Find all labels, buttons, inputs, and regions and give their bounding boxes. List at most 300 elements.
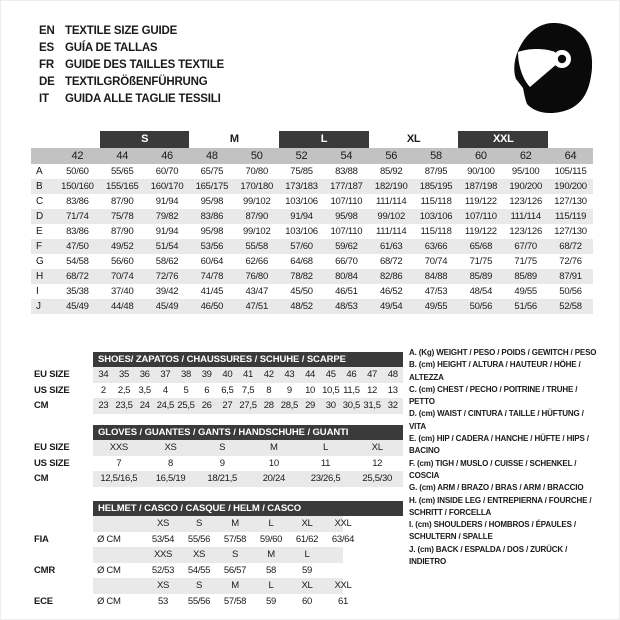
row-key: C	[36, 196, 43, 207]
numeric-size: 54	[324, 148, 369, 164]
shoes-row-label: US SIZE	[34, 384, 70, 396]
measurement-value: 107/110	[458, 209, 503, 224]
numeric-size: 42	[55, 148, 100, 164]
shoes-size-cell: 27	[222, 400, 233, 411]
row-key: J	[31, 299, 55, 314]
shoes-size-cell: 2	[100, 384, 106, 396]
letter-size-s: S	[100, 131, 190, 148]
shoes-size-cell: 23	[98, 400, 109, 411]
shoes-size-cell: 25,5	[177, 400, 195, 411]
helmet-letter-size: XS	[156, 580, 170, 591]
gloves-row-label: US SIZE	[34, 457, 70, 469]
shoes-size-cell: 34	[98, 369, 109, 380]
legend-item: H. (cm) INSIDE LEG / ENTREPIERNA / FOURCHE / SCHRITT / FORCELLA	[409, 495, 592, 517]
measurement-value: 107/110	[330, 226, 363, 237]
helmet-value-row	[93, 532, 403, 548]
measurement-value: 85/92	[379, 166, 403, 177]
measurement-value: 90/100	[467, 166, 495, 177]
header-spacer	[31, 425, 93, 440]
measurement-value: 55/65	[110, 166, 134, 177]
measurement-value: 165/175	[189, 179, 234, 194]
helmet-letter-size-row	[93, 578, 403, 594]
measurement-value: 95/98	[200, 226, 224, 237]
numeric-size: 52	[279, 148, 324, 164]
gloves-size-cell: L	[323, 442, 329, 453]
shoes-table	[93, 352, 403, 414]
measurement-value: 123/126	[509, 196, 542, 207]
shoes-size-cell: 27,5	[239, 400, 257, 411]
letter-size-blank	[548, 131, 593, 148]
measurement-value: 82/86	[369, 269, 414, 284]
language-code: IT	[39, 92, 49, 105]
measurement-value: 87/90	[110, 196, 134, 207]
measurement-value: 50/60	[66, 166, 89, 177]
measurement-row-j	[31, 299, 593, 314]
shoes-size-cell: 12	[367, 384, 378, 396]
measurement-value: 119/122	[464, 226, 497, 237]
measurement-value: 59/62	[324, 239, 369, 254]
shoes-section-title: SHOES/ ZAPATOS / CHAUSSURES / SCHUHE / SCARPE	[93, 352, 403, 367]
helmet-size-value: 60	[302, 595, 312, 607]
diameter-unit-label: Ø CM	[97, 595, 121, 607]
letter-size-m: M	[229, 133, 239, 145]
language-title: TEXTILGRÖßENFÜHRUNG	[65, 75, 208, 88]
legend-item: D. (cm) WAIST / CINTURA / TAILLE / HÜFTUNG / VITA	[409, 409, 584, 431]
measurement-value: 76/80	[234, 269, 279, 284]
legend-item: B. (cm) HEIGHT / ALTURA / HAUTEUR / HÖHE / ALTEZZA	[409, 360, 581, 382]
language-title: TEXTILE SIZE GUIDE	[65, 24, 178, 37]
measurement-value: 51/54	[145, 239, 190, 254]
shoes-size-cell: 43	[284, 369, 295, 380]
measurement-value: 48/53	[324, 299, 369, 314]
helmet-size-value: 55/56	[187, 595, 211, 607]
measurement-value: 185/195	[414, 179, 459, 194]
letter-size-xxl: XXL	[458, 131, 548, 148]
gloves-size-row	[93, 440, 403, 456]
shoes-size-cell: 9	[286, 384, 292, 396]
language-code: FR	[39, 58, 54, 71]
shoes-row-label: EU SIZE	[34, 369, 70, 380]
gloves-size-row	[93, 456, 403, 472]
helmet-letter-size: L	[268, 518, 274, 529]
letter-size-blank	[55, 131, 100, 148]
measurement-value: 99/102	[242, 196, 271, 207]
shoes-size-cell: 36	[139, 369, 150, 380]
shoes-size-cell: 24	[139, 400, 150, 411]
letter-size-band-row	[31, 131, 593, 148]
helmet-letter-size: XXL	[334, 580, 352, 591]
measurement-value: 41/45	[200, 286, 224, 297]
shoes-size-cell: 11,5	[343, 384, 360, 396]
gloves-size-cell: XXS	[109, 442, 128, 453]
helmet-letter-size: XS	[192, 549, 206, 560]
language-code: DE	[39, 75, 55, 88]
helmet-size-value: 52/53	[151, 564, 175, 576]
helmet-letter-size: XXL	[334, 518, 352, 529]
language-title: GUIDA ALLE TAGLIE TESSILI	[65, 92, 221, 105]
measurement-value: 74/78	[189, 269, 234, 284]
measurement-value: 123/126	[509, 226, 542, 237]
row-key: A	[36, 166, 43, 177]
standard-label-fia: FIA	[34, 533, 49, 545]
helmet-letter-size: S	[231, 549, 239, 560]
measurement-value: 83/86	[66, 196, 89, 207]
measurement-value: 65/75	[200, 166, 224, 177]
measurement-value: 53/56	[189, 239, 234, 254]
standard-label-ece: ECE	[34, 595, 53, 607]
row-key: B	[31, 179, 55, 194]
measurement-value: 65/68	[458, 239, 503, 254]
gloves-size-cell: 7	[116, 457, 122, 469]
measurement-value: 60/70	[155, 166, 179, 177]
measurement-value: 160/170	[145, 179, 190, 194]
helmet-letter-size: XXS	[153, 549, 173, 560]
measurement-value: 111/114	[375, 196, 407, 207]
standard-label-cmr: CMR	[34, 564, 56, 576]
gloves-size-cell: 12,5/16,5	[100, 473, 138, 484]
gloves-size-cell: 11	[320, 457, 331, 469]
measurement-value: 55/58	[234, 239, 279, 254]
numeric-size: 62	[503, 148, 548, 164]
measurement-value: 50/56	[458, 299, 503, 314]
numeric-size: 48	[189, 148, 234, 164]
numeric-size-spacer	[31, 148, 55, 164]
band-spacer-cell	[31, 131, 55, 148]
shoes-size-cell: 47	[367, 369, 378, 380]
helmet-size-value: 58	[266, 564, 276, 576]
measurement-value: 95/98	[200, 196, 224, 207]
shoes-size-row	[93, 383, 403, 399]
measurement-value: 91/94	[155, 196, 179, 207]
measurement-value: 155/165	[100, 179, 145, 194]
standard-label-blank	[31, 547, 93, 563]
helmet-size-value: 59	[302, 564, 312, 576]
gloves-size-cell: 10	[268, 457, 279, 469]
measurement-value: 46/51	[335, 286, 358, 297]
measurement-value: 75/85	[290, 166, 313, 177]
numeric-size-row	[31, 148, 593, 164]
legend-item: I. (cm) SHOULDERS / HOMBROS / ÉPAULES / SCHULTERN / SPALLE	[409, 520, 576, 542]
measurement-value: 43/47	[245, 286, 268, 297]
measurement-value: 99/102	[369, 209, 414, 224]
shoes-size-cell: 46	[346, 369, 357, 380]
helmet-size-value: 53	[158, 595, 168, 607]
language-row	[39, 56, 224, 73]
shoes-size-cell: 32	[387, 400, 398, 411]
measurement-value: 45/49	[145, 299, 190, 314]
measurement-value: 70/74	[424, 256, 448, 267]
gloves-size-cell: 9	[219, 457, 225, 469]
shoes-size-cell: 2,5	[117, 384, 131, 396]
measurement-value: 111/114	[375, 226, 407, 237]
measurement-value: 103/106	[414, 209, 459, 224]
gloves-row-label: CM	[34, 473, 49, 484]
shoes-size-cell: 39	[201, 369, 212, 380]
numeric-size: 60	[458, 148, 503, 164]
measurement-value: 48/54	[469, 286, 493, 297]
measurement-value: 173/183	[279, 179, 324, 194]
diameter-unit-label: Ø CM	[97, 564, 121, 576]
helmet-letter-size: XS	[156, 518, 170, 529]
row-key: I	[36, 286, 39, 297]
shoes-size-cell: 37	[160, 369, 171, 380]
measurement-value: 60/64	[200, 256, 224, 267]
measurement-value: 127/130	[554, 196, 587, 207]
measurement-value: 119/122	[464, 196, 497, 207]
shoes-size-cell: 31,5	[363, 400, 381, 411]
measurement-value: 87/91	[548, 269, 593, 284]
shoes-size-cell: 44	[305, 369, 316, 380]
shoes-size-cell: 6	[204, 384, 210, 396]
gloves-size-cell: M	[270, 442, 278, 453]
measurement-value: 37/40	[110, 286, 134, 297]
shoes-size-cell: 48	[387, 369, 398, 380]
apparel-size-table	[31, 131, 593, 314]
unit-spacer	[93, 547, 145, 563]
measurement-value: 57/60	[279, 239, 324, 254]
measurement-value: 177/187	[324, 179, 369, 194]
legend-item: G. (cm) ARM / BRAZO / BRAS / ARM / BRACCIO	[409, 483, 584, 493]
shoes-size-cell: 5	[183, 384, 189, 396]
measurement-value: 80/84	[324, 269, 369, 284]
measurement-value: 35/38	[66, 286, 89, 297]
measurement-value: 127/130	[554, 226, 587, 237]
measurement-value: 39/42	[155, 286, 179, 297]
shoes-size-row	[93, 367, 403, 383]
language-row	[39, 39, 224, 56]
measurement-row-i	[31, 284, 593, 299]
shoes-size-cell: 10	[305, 384, 316, 396]
legend-item: F. (cm) TIGH / MUSLO / CUISSE / SCHENKEL / COSCIA	[409, 458, 577, 480]
measurement-value: 83/86	[66, 226, 89, 237]
shoes-size-cell: 30,5	[342, 400, 361, 411]
letter-size-xl: XL	[406, 133, 421, 145]
measurement-value: 49/54	[369, 299, 414, 314]
shoes-size-cell: 28	[263, 400, 274, 411]
measurement-value: 44/48	[100, 299, 145, 314]
language-code: ES	[39, 41, 54, 54]
numeric-size: 46	[145, 148, 190, 164]
shoes-section	[31, 352, 403, 414]
helmet-size-value: 53/54	[151, 533, 175, 545]
measurement-value: 50/56	[559, 286, 582, 297]
measurement-value: 111/114	[503, 209, 548, 224]
shoes-size-cell: 40	[222, 369, 233, 380]
unit-spacer	[93, 516, 145, 532]
helmet-size-value: 57/58	[223, 595, 247, 607]
measurement-value: 45/49	[55, 299, 100, 314]
measurement-value: 85/89	[458, 269, 503, 284]
gloves-size-cell: XL	[371, 442, 383, 453]
measurement-row-c	[31, 194, 593, 209]
measurement-value: 105/115	[554, 166, 587, 177]
helmet-value-row	[93, 563, 403, 579]
measurement-row-h	[31, 269, 593, 284]
shoes-size-cell: 30	[325, 400, 336, 411]
shoes-size-cell: 8	[266, 384, 272, 396]
measurement-value: 47/53	[424, 286, 448, 297]
helmet-size-value: 61/62	[295, 533, 319, 545]
gloves-size-cell: 23/26,5	[310, 473, 341, 484]
measurement-value: 71/75	[514, 256, 537, 267]
measurement-value: 58/62	[155, 256, 179, 267]
shoes-size-cell: 38	[181, 369, 191, 380]
gloves-size-cell: 16,5/19	[155, 473, 186, 484]
measurement-value: 71/74	[55, 209, 100, 224]
helmet-letter-size: S	[195, 580, 203, 591]
measurement-value: 190/200	[503, 179, 548, 194]
measurement-value: 61/63	[369, 239, 414, 254]
letter-size-l: L	[279, 131, 369, 148]
measurement-value: 95/98	[324, 209, 369, 224]
measurement-value: 115/118	[420, 196, 452, 207]
helmet-letter-size	[325, 547, 361, 563]
gloves-row-label: EU SIZE	[34, 442, 70, 453]
measurement-value: 87/95	[424, 166, 448, 177]
helmet-size-value: 55/56	[187, 533, 211, 545]
language-row	[39, 90, 224, 107]
helmet-icon	[497, 17, 601, 121]
row-key: G	[36, 256, 44, 267]
measurement-value: 83/88	[335, 166, 358, 177]
legend-item: A. (Kg) WEIGHT / PESO / POIDS / GEWITCH / PESO	[409, 348, 597, 357]
shoes-row-label: CM	[34, 400, 49, 411]
measurement-value: 115/119	[548, 209, 593, 224]
helmet-size-value: 54/55	[187, 564, 211, 576]
measurement-value: 70/80	[245, 166, 268, 177]
measurement-value: 78/82	[279, 269, 324, 284]
helmet-table	[93, 501, 403, 609]
measurement-value: 99/102	[242, 226, 271, 237]
numeric-size: 44	[100, 148, 145, 164]
measurement-row-f	[31, 239, 593, 254]
gloves-size-cell: 12	[372, 457, 383, 469]
measurement-value: 51/56	[503, 299, 548, 314]
header-spacer	[31, 352, 93, 367]
helmet-size-value: 61	[338, 595, 348, 607]
language-title: GUÍA DE TALLAS	[65, 41, 158, 54]
helmet-value-row	[93, 594, 403, 610]
row-key: D	[31, 209, 55, 224]
measurement-value: 68/72	[55, 269, 100, 284]
measurement-value: 115/118	[420, 226, 452, 237]
measurement-value: 91/94	[279, 209, 324, 224]
measurement-value: 70/74	[100, 269, 145, 284]
measurement-value: 103/106	[285, 226, 318, 237]
shoes-size-cell: 23,5	[115, 400, 133, 411]
measurement-value: 170/180	[234, 179, 279, 194]
language-code: EN	[39, 24, 55, 37]
shoes-size-cell: 4	[162, 384, 168, 396]
measurement-value: 64/68	[290, 256, 313, 267]
measurement-value: 49/55	[414, 299, 459, 314]
shoes-size-row	[93, 398, 403, 414]
helmet-letter-size-row	[93, 547, 403, 563]
measurement-value: 72/76	[145, 269, 190, 284]
diameter-unit-label: Ø CM	[97, 533, 121, 545]
language-row	[39, 22, 224, 39]
gloves-size-cell: 18/21,5	[207, 473, 237, 484]
shoes-size-cell: 41	[243, 369, 254, 380]
gloves-section-title: GLOVES / GUANTES / GANTS / HANDSCHUHE / GUANTI	[93, 425, 403, 440]
shoes-size-cell: 26	[201, 400, 212, 411]
helmet-letter-size: M	[231, 580, 239, 591]
measurement-legend	[409, 347, 601, 568]
header-spacer	[31, 501, 93, 516]
gloves-size-cell: 20/24	[262, 473, 285, 484]
unit-spacer	[93, 578, 145, 594]
shoes-size-cell: 13	[387, 384, 398, 396]
measurement-value: 52/58	[548, 299, 593, 314]
helmet-section	[31, 501, 403, 609]
gloves-size-row	[93, 471, 403, 487]
measurement-value: 83/86	[189, 209, 234, 224]
measurement-value: 72/76	[559, 256, 582, 267]
measurement-value: 182/190	[369, 179, 414, 194]
measurement-value: 66/70	[335, 256, 358, 267]
helmet-letter-size-row	[93, 516, 403, 532]
numeric-size: 58	[414, 148, 459, 164]
measurement-value: 71/75	[469, 256, 493, 267]
helmet-size-value: 56/57	[223, 564, 247, 576]
shoes-size-cell: 42	[263, 369, 274, 380]
helmet-section-title: HELMET / CASCO / CASQUE / HELM / CASCO	[93, 501, 403, 516]
measurement-value: 47/51	[234, 299, 279, 314]
measurement-value: 49/55	[514, 286, 537, 297]
measurement-value: 91/94	[155, 226, 179, 237]
measurement-value: 75/78	[100, 209, 145, 224]
helmet-standard-labels	[31, 501, 93, 609]
shoes-size-cell: 35	[119, 369, 129, 380]
helmet-letter-size: XL	[301, 518, 313, 529]
measurement-value: 56/60	[110, 256, 134, 267]
shoes-size-cell: 29	[305, 400, 316, 411]
language-row	[39, 73, 224, 90]
gloves-table	[93, 425, 403, 487]
legend-item: E. (cm) HIP / CADERA / HANCHE / HÜFTE / HIPS / BACINO	[409, 434, 589, 456]
numeric-size: 64	[548, 148, 593, 164]
shoes-size-cell: 45	[325, 369, 336, 380]
measurement-value: 68/72	[548, 239, 593, 254]
measurement-value: 49/52	[100, 239, 145, 254]
helmet-letter-size: M	[267, 549, 275, 560]
helmet-letter-size: XL	[301, 580, 313, 591]
measurement-value: 62/66	[245, 256, 268, 267]
measurement-value: 103/106	[285, 196, 318, 207]
gloves-size-cell: XS	[164, 442, 177, 453]
measurement-value: 54/58	[66, 256, 89, 267]
measurement-value: 48/52	[279, 299, 324, 314]
gloves-section	[31, 425, 403, 487]
measurement-row-d	[31, 209, 593, 224]
measurement-value: 63/66	[414, 239, 459, 254]
measurement-value: 68/72	[379, 256, 403, 267]
measurement-value: 187/198	[458, 179, 503, 194]
helmet-letter-size: S	[195, 518, 203, 529]
measurement-value: 46/50	[189, 299, 234, 314]
gloves-size-cell: S	[219, 442, 226, 453]
measurement-value: 87/90	[110, 226, 134, 237]
shoes-row-labels	[31, 352, 93, 414]
helmet-size-value	[325, 563, 361, 579]
measurement-row-a	[31, 164, 593, 179]
legend-item: J. (cm) BACK / ESPALDA / DOS / ZURÜCK / INDIETRO	[409, 544, 568, 567]
shoes-size-cell: 6,5	[221, 384, 234, 396]
gloves-size-cell: 25,5/30	[362, 473, 392, 484]
measurement-value: 190/200	[548, 179, 593, 194]
standard-label-blank	[31, 578, 93, 594]
helmet-size-value: 59/60	[259, 533, 283, 545]
